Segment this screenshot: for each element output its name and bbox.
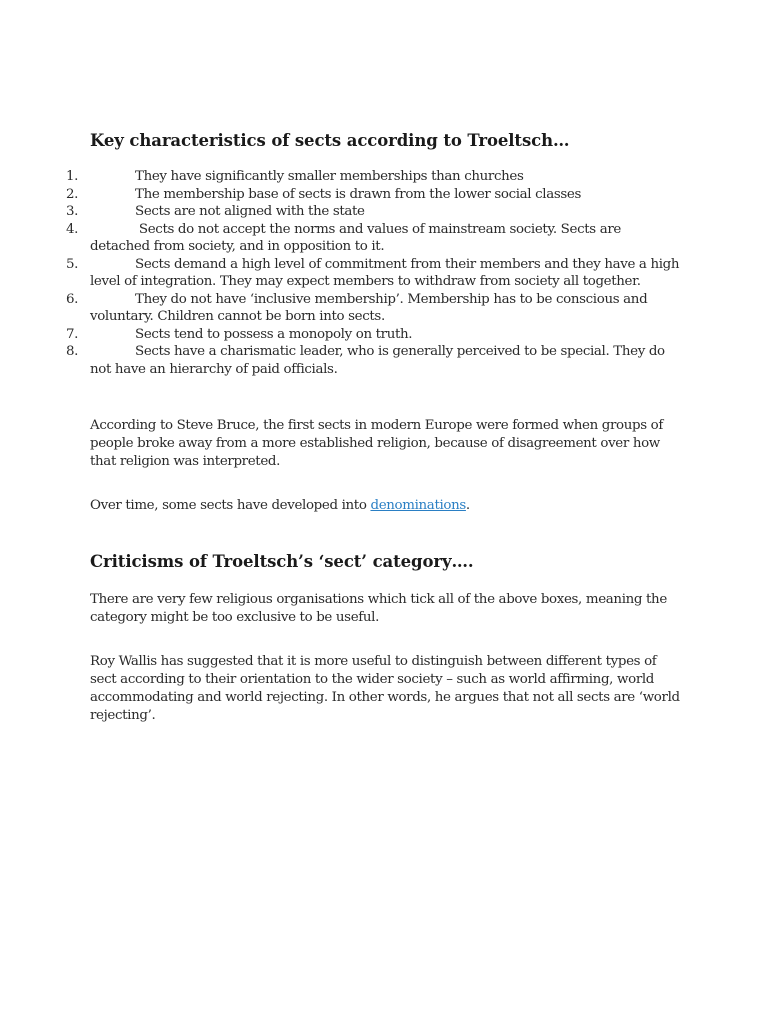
list-item (0, 221, 680, 256)
paragraph-steve-bruce: According to Steve Bruce, the first sects in modern Europe were formed when groups of people broke away from a more established religion, because of disagreement over how that religion was interpreted. (90, 418, 663, 469)
section-heading-troeltsch-characteristics: Key characteristics of sects according to Troeltsch… (90, 131, 570, 150)
list-item-text: Sects are not aligned with the state (135, 204, 365, 219)
list-item-text: Sects demand a high level of commitment from their members and they have a high level of integration. They may expect members to withdraw from society all together. (90, 256, 680, 289)
list-item-number: 1. (66, 169, 79, 184)
list-item-number: 8. (66, 344, 79, 359)
list-item-text: Sects do not accept the norms and values of mainstream society. Sects are detached from society, and in opposition to it. (90, 221, 621, 254)
paragraph-denominations-prefix: Over time, some sects have developed into (90, 498, 371, 513)
list-item (0, 186, 680, 204)
list-item-number: 4. (66, 221, 79, 237)
list-item (0, 343, 680, 378)
list-item (0, 203, 680, 221)
list-item-text: They do not have ‘inclusive membership’. Membership has to be conscious and voluntary. Children cannot be born into sects. (90, 291, 648, 324)
list-item-number: 7. (66, 326, 79, 342)
section-heading-criticisms: Criticisms of Troeltsch’s ‘sect’ category…. (90, 552, 474, 571)
list-item-number: 6. (66, 291, 79, 307)
list-item-text: Sects tend to possess a monopoly on truth. (135, 326, 413, 342)
paragraph-roy-wallis: Roy Wallis has suggested that it is more useful to distinguish between different types of sect according to their orientation to the wider society – such as world affirming, world accommodating and world rejecting. In other words, he argues that not all sects are ‘world rejecting’. (90, 654, 680, 723)
list-item-text: Sects have a charismatic leader, who is generally perceived to be special. They do not have an hierarchy of paid officials. (90, 344, 665, 377)
list-item-number: 5. (66, 256, 79, 272)
list-item (0, 326, 680, 344)
denominations-link[interactable]: denominations (370, 498, 466, 513)
paragraph-denominations (90, 497, 680, 515)
list-item-number: 3. (66, 204, 79, 219)
list-item (0, 168, 680, 186)
list-item (0, 256, 680, 291)
characteristics-list (0, 168, 768, 378)
list-item-text: They have significantly smaller memberships than churches (135, 169, 524, 184)
paragraph-too-exclusive: There are very few religious organisations which tick all of the above boxes, meaning the category might be too exclusive to be useful. (90, 592, 667, 625)
list-item-text: The membership base of sects is drawn from the lower social classes (135, 186, 582, 202)
list-item (0, 291, 680, 326)
paragraph-denominations-suffix: . (465, 498, 470, 513)
list-item-number: 2. (66, 186, 79, 202)
